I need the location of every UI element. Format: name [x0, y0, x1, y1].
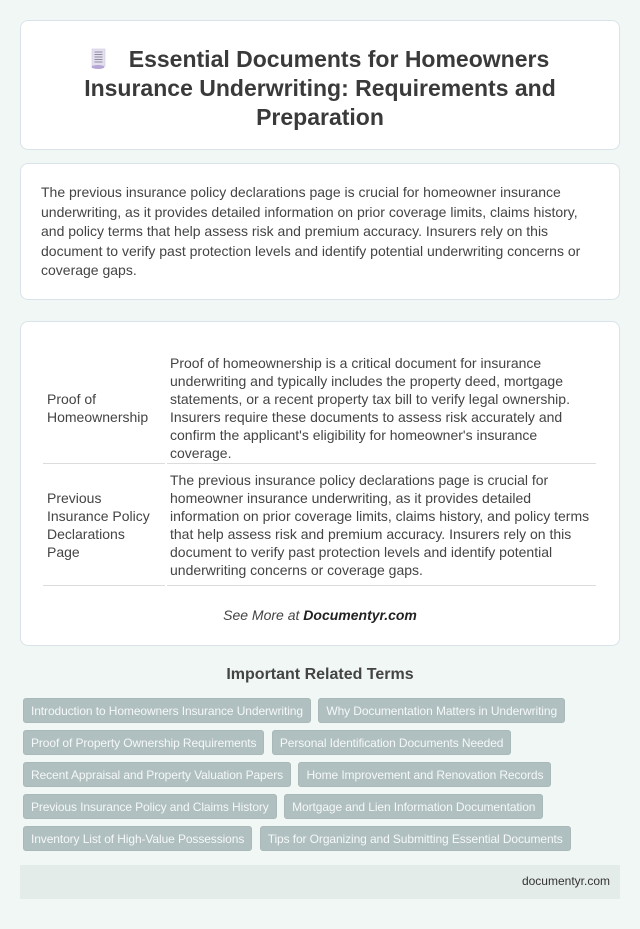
title-card — [20, 20, 620, 150]
document-name: Previous Insurance Policy Declarations Page — [43, 464, 165, 586]
related-term-tag[interactable]: Home Improvement and Renovation Records — [298, 762, 551, 787]
document-scroll-icon — [91, 48, 107, 70]
related-term-tag[interactable]: Tips for Organizing and Submitting Essential Documents — [260, 826, 571, 851]
page-title — [61, 45, 579, 132]
documents-table — [41, 347, 598, 586]
see-more-link[interactable] — [21, 607, 619, 623]
related-term-tag[interactable]: Previous Insurance Policy and Claims History — [23, 794, 277, 819]
related-term-tag[interactable]: Why Documentation Matters in Underwriting — [318, 698, 565, 723]
summary-text: The previous insurance policy declarations page is crucial for homeowner insurance underwriting, as it provides detailed information on prior coverage limits, claims history, and policy terms that help assess risk and premium accuracy. Insurers rely on this document to verify past protection levels and identify potential underwriting concerns or coverage gaps. — [41, 184, 581, 278]
related-term-tag[interactable]: Proof of Property Ownership Requirements — [23, 730, 264, 755]
table-row — [43, 347, 596, 464]
document-name: Proof of Homeownership — [43, 347, 165, 464]
related-term-tag[interactable]: Personal Identification Documents Needed — [272, 730, 511, 755]
related-term-tag[interactable]: Mortgage and Lien Information Documentation — [284, 794, 543, 819]
see-more-site[interactable]: Documentyr.com — [303, 607, 417, 623]
footer — [20, 865, 620, 899]
related-term-tag[interactable]: Recent Appraisal and Property Valuation Papers — [23, 762, 291, 787]
document-description: The previous insurance policy declarations page is crucial for homeowner insurance underwriting, as it provides detailed information on prior coverage limits, claims history, and policy terms that help assess risk and premium accuracy. Insurers rely on this document to verify past protection levels and identify potential underwriting concerns or coverage gaps. — [167, 464, 596, 586]
page-title-text: Essential Documents for Homeowners Insurance Underwriting: Requirements and Preparation — [84, 46, 556, 130]
footer-domain[interactable]: documentyr.com — [521, 874, 610, 888]
summary-card — [20, 163, 620, 300]
related-term-tag[interactable]: Introduction to Homeowners Insurance Underwriting — [23, 698, 311, 723]
related-terms-title: Important Related Terms — [226, 666, 414, 683]
see-more-prefix: See More at — [223, 607, 304, 623]
document-description: Proof of homeownership is a critical document for insurance underwriting and typically includes the property deed, mortgage statements, or a recent property tax bill to verify legal ownership. Insurers require these documents to assess risk accurately and confirm the applicant's eligibility for homeowner's insurance coverage. — [167, 347, 596, 464]
table-row — [43, 464, 596, 586]
related-terms-list — [23, 698, 603, 858]
related-term-tag[interactable]: Inventory List of High-Value Possessions — [23, 826, 252, 851]
documents-card — [20, 321, 620, 646]
